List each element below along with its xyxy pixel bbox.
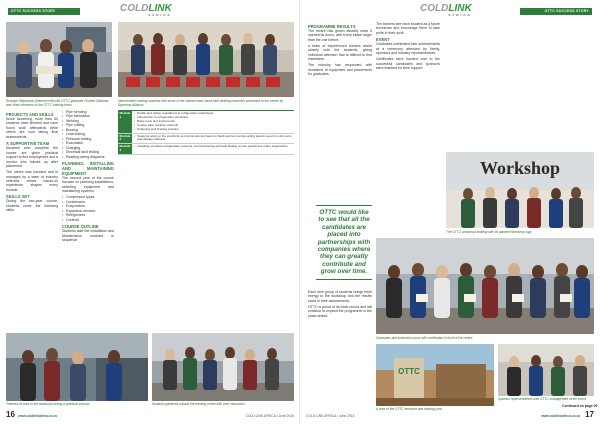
photo3-caption: Trainees at work in the workshop during a practical session. — [6, 402, 91, 406]
footer-url: www.coldlinkafrica.co.za — [541, 414, 580, 418]
paragraph: Students who complete the course are given practical support to find employment and a mentor who follows up after placement. — [6, 146, 58, 169]
heading-projects: PROJECTS AND SKILLS — [6, 112, 54, 117]
photo-workshop-trainees — [6, 333, 148, 401]
page-number: 17 — [585, 410, 594, 419]
right-page — [300, 0, 600, 424]
paragraph: Graduates celebrated their achievements at a ceremony attended by family, sponsors and industry representatives. — [376, 42, 440, 56]
list-item: • Expansion devices — [62, 209, 114, 213]
heading-results: PROGRAMME RESULTS — [308, 24, 356, 29]
right-column-1 — [308, 22, 372, 202]
photo-sponsors — [498, 344, 594, 396]
heading-team: A SUPPORTIVE TEAM — [6, 141, 50, 147]
left-column-2 — [62, 110, 114, 330]
paragraph: OTTC is proud of its track record and will continue to expand the programme in the years ahead. — [308, 304, 372, 318]
photo-students-group — [152, 333, 294, 401]
table-row — [118, 144, 294, 155]
list-item: • Brazing — [62, 128, 114, 132]
photo-welding-machines — [118, 22, 294, 97]
right-footer — [306, 410, 594, 419]
module-item: • Introduction to refrigeration principles — [134, 116, 292, 120]
heading-skills: SKILLS SET — [6, 194, 30, 200]
section-tag-bar — [8, 8, 80, 15]
photo1-caption: The OTTC workshop building with its painted Workshop sign. — [446, 230, 533, 234]
photo4-caption: Students gathered outside the training centre with their instructors. — [152, 402, 246, 406]
footer-issue: COLD LINK AFRICA • June 2016 — [245, 414, 294, 418]
paragraph: The centre has grown steadily since it opened its doors, with every intake larger than the one before. — [308, 29, 372, 42]
footer-issue: COLD LINK AFRICA • June 2016 — [306, 414, 355, 418]
magazine-logo: COLDLINK AFRICA — [120, 3, 172, 17]
paragraph: The trainers see each student as a future technician and encourage them to take pride in their work. — [376, 22, 440, 35]
svg-text:OTTC: OTTC — [398, 367, 420, 376]
list-item: • Welding — [62, 119, 114, 123]
module-item: • Installing complete refrigeration systems, commissioning and fault finding on live equipment under supervision. — [134, 145, 292, 149]
photo3-caption: A view of the OTTC entrance and training yard. — [376, 407, 443, 411]
module-item: • Health and safety regulations in refrigeration workshops — [134, 112, 292, 116]
paragraph: The second year of the course focuses on planning installations, selecting equipment and maintaining systems: — [62, 175, 114, 194]
section-tag-bar — [520, 8, 592, 15]
paragraph: A team of experienced trainers works closely with the students, giving individual attention that is difficult to find elsewhere. — [308, 43, 372, 62]
list-item: • Pipe bending — [62, 110, 114, 114]
paragraph: During the two-year course, students cover the following skills: — [6, 199, 58, 213]
list-item: • Electrical fault finding — [62, 150, 114, 154]
list-item: • Pressure testing — [62, 137, 114, 141]
list-item: • Condensers — [62, 200, 114, 204]
heading-planning: PLANNING, INSTALLING AND MAINTAINING EQUIPMENT — [62, 160, 114, 176]
paragraph: The centre was founded and is managed by a team of industry veterans whose hands-on experience shapes every module. — [6, 170, 58, 192]
paragraph: Students take the Installation and Maintenance modules in sequence. — [62, 229, 114, 243]
photo-graduates — [376, 238, 594, 334]
page-number: 16 — [6, 410, 15, 419]
module-item: • Basic tools and instruments — [134, 120, 292, 124]
magazine-logo: COLDLINK AFRICA — [420, 3, 472, 17]
module-item: • Soldering and brazing practice — [134, 128, 292, 132]
paragraph: The industry has responded with donations of equipment and placements for graduates. — [308, 63, 372, 77]
list-item: • Pipe cutting — [62, 123, 114, 127]
paragraph: Certificates were handed over to the successful candidates and sponsors were thanked for their support. — [376, 57, 440, 71]
equipment-list — [62, 195, 114, 222]
list-item: • Evaporators — [62, 204, 114, 208]
photo4-caption: Sponsor representatives with OTTC management at the event. — [498, 397, 587, 401]
photo-team-group — [6, 22, 112, 97]
left-column-1 — [6, 110, 58, 330]
module-label: Module 2 — [119, 133, 131, 142]
module-label: Module 1 — [118, 111, 132, 133]
skills-list — [62, 110, 114, 159]
footer-url: www.coldlinkafrica.co.za — [18, 414, 57, 418]
table-row — [118, 111, 294, 134]
paragraph: Since launching, more than 60 students have finished and have found work afterwards while others are now taking final assessments. — [6, 117, 58, 139]
list-item: • Compressor types — [62, 195, 114, 199]
section-tag: OTTC SUCCESS STORY — [11, 9, 56, 14]
pull-quote: OTTC would like to see that all the candidates are placed into partnerships with companies where they can greatly contribute and grow over time. — [316, 205, 372, 280]
heading-event: EVENT — [376, 37, 390, 43]
right-column-1b — [308, 290, 372, 380]
photo2-caption: Graduates and instructors pose with certificates in front of the centre. — [376, 336, 474, 340]
right-column-2 — [376, 22, 440, 152]
list-item: • Reading wiring diagrams — [62, 155, 114, 159]
module-label: Module 3 — [119, 144, 131, 153]
table-row — [118, 134, 294, 145]
photo2-caption: Intermediate welding students with some of the sixteen basic hand-held welding machines presented to the centre by Sparrows Alliance. — [118, 99, 283, 108]
list-item: • Charging — [62, 146, 114, 150]
list-item: • Controls — [62, 218, 114, 222]
list-item: • Refrigerants — [62, 213, 114, 217]
left-footer — [6, 410, 294, 419]
list-item: • Leak testing — [62, 132, 114, 136]
list-item: • Pipe fabrication — [62, 114, 114, 118]
photo-workshop-sign — [446, 152, 594, 228]
section-tag: OTTC SUCCESS STORY — [544, 9, 589, 14]
photo-entrance — [376, 344, 494, 406]
module-item: • Copper pipe working methods — [134, 124, 292, 128]
continued-label: Continued on page 00 — [562, 404, 598, 408]
list-item: • Evacuation — [62, 141, 114, 145]
module-item: • Students work on the electrical control circuits and learn to build and test simple wiring panels used in cold rooms and display cabinets. — [134, 135, 292, 143]
svg-text:Workshop: Workshop — [479, 158, 561, 178]
photo1-caption: Rudolph Stephanus (extreme left) with OTTC graduate Charles Zaaiman and other members of the OTTC training team. — [6, 99, 109, 108]
heading-outline: COURSE OUTLINE — [62, 224, 99, 230]
paragraph: Each new group of students brings fresh energy to the workshop and the results show in their assessments. — [308, 290, 372, 303]
course-module-table — [118, 110, 294, 155]
